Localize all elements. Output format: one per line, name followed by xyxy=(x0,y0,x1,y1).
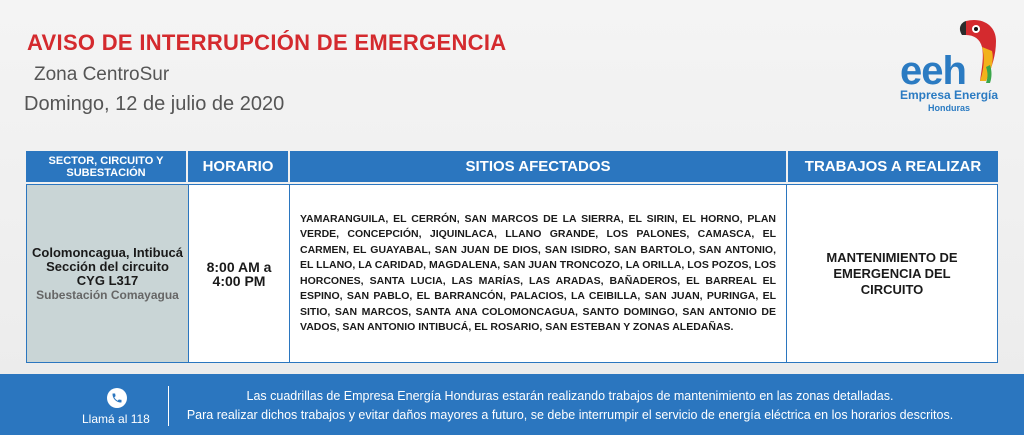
phone-icon xyxy=(107,388,127,408)
sector-cell xyxy=(26,184,189,363)
header-work: TRABAJOS A REALIZAR xyxy=(788,151,998,182)
circuit-id: CYG L317 xyxy=(76,272,139,288)
logo-wordmark: eeh xyxy=(900,49,966,93)
zone-name: Zona CentroSur xyxy=(34,64,170,85)
header-sector: SECTOR, CIRCUITO Y SUBESTACIÓN xyxy=(26,151,186,182)
location-name: Colomoncagua, Intibucá xyxy=(32,244,183,260)
work-description: MANTENIMIENTO DE EMERGENCIA DEL CIRCUITO xyxy=(826,249,958,297)
footer-message-line2: Para realizar dichos trabajos y evitar daños mayores a futuro, se debe interrumpir el servicio de energía eléctrica en los horarios descritos. xyxy=(186,408,954,422)
header-schedule: HORARIO xyxy=(188,151,288,182)
interruption-table xyxy=(26,151,998,364)
circuit-section: Sección del circuito xyxy=(46,258,169,274)
footer-banner xyxy=(0,374,1024,435)
footer-message-line1: Las cuadrillas de Empresa Energía Honduras estarán realizando trabajos de mantenimiento en las zonas detalladas. xyxy=(246,389,894,403)
work-cell xyxy=(786,184,998,363)
schedule-cell xyxy=(188,184,290,363)
affected-sites-text: YAMARANGUILA, EL CERRÓN, SAN MARCOS DE LA SIERRA, EL SIRIN, EL HORNO, PLAN VERDE, CONCEPCIÓN, JIQUINLACA, LLANO GRANDE, LOS PALONES, CAMASCA, EL CARMEN, EL GUAYABAL, SAN JUAN DE DIOS, SAN ISIDRO, SAN BARTOLO, SAN ANTONIO, EL LLANO, LA CARIDAD, MAGDALENA, SAN JUAN TRONCOZO, LA ORILLA, LOS POZOS, LOS HORCONES, SANTA LUCIA, LAS MARÍAS, LAS ARADAS, BAÑADEROS, EL BARREAL EL ESPINO, SAN PABLO, EL BARRANCÓN, PALACIOS, LA CEIBILLA, SAN JUAN, PURINGA, EL SITIO, SAN MARCOS, SANTA ANA COLOMONCAGUA, SANTO DOMINGO, SAN ANTONIO DE VADOS, SAN ANTONIO INTIBUCÁ, EL ROSARIO, SAN ESTEBAN Y ZONAS ALEDAÑAS. xyxy=(300,212,776,333)
header-sites: SITIOS AFECTADOS xyxy=(290,151,786,182)
schedule-text: 8:00 AM a 4:00 PM xyxy=(206,258,272,289)
notice-date: Domingo, 12 de julio de 2020 xyxy=(24,93,285,115)
logo-company-name: Empresa Energía xyxy=(900,88,999,102)
notice-title: AVISO DE INTERRUPCIÓN DE EMERGENCIA xyxy=(27,30,507,55)
call-label: Llamá al 118 xyxy=(82,412,150,426)
logo-country: Honduras xyxy=(928,103,971,113)
substation-name: Subestación Comayagua xyxy=(36,287,179,302)
footer-divider xyxy=(168,386,169,426)
company-logo xyxy=(880,15,1010,120)
sites-cell xyxy=(289,184,787,363)
